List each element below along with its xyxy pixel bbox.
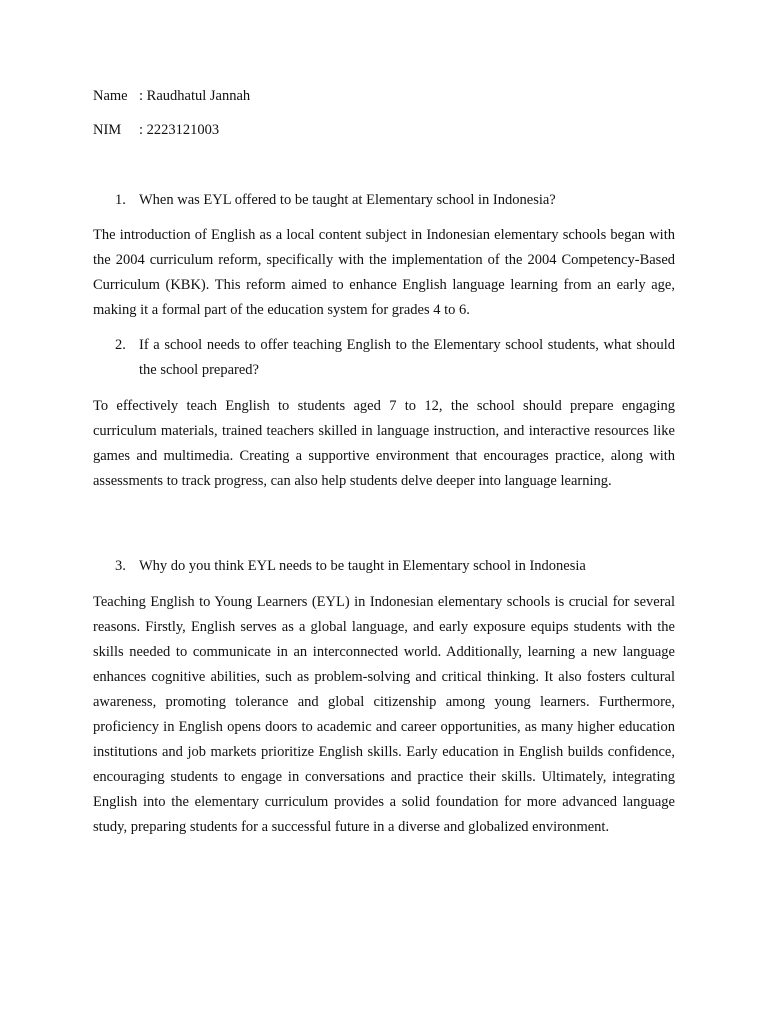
question-1-text: When was EYL offered to be taught at Elementary school in Indonesia?: [139, 192, 556, 208]
question-2: [115, 333, 675, 383]
question-1-number: 1.: [115, 192, 126, 208]
student-nim-row: [93, 120, 219, 140]
question-2-text: If a school needs to offer teaching English to the Elementary school students, what should the school prepared?: [139, 337, 675, 378]
answer-3: Teaching English to Young Learners (EYL) in Indonesian elementary schools is crucial for several reasons. Firstly, English serves as a global language, and early exposure equips students with the skills needed to communicate in an interconnected world. Additionally, learning a new language enhances cognitive abilities, such as problem-solving and critical thinking. It also fosters cultural awareness, promoting tolerance and global citizenship among young learners. Furthermore, proficiency in English opens doors to academic and career opportunities, as many higher education institutions and job markets prioritize English skills. Early education in English builds confidence, encouraging students to engage in conversations and practice their skills. Ultimately, integrating English into the elementary curriculum provides a solid foundation for more advanced language study, preparing students for a successful future in a diverse and globalized environment.: [93, 594, 675, 835]
question-1: [115, 188, 675, 213]
nim-value: : 2223121003: [139, 122, 220, 138]
question-3-number: 3.: [115, 558, 126, 574]
name-value: : Raudhatul Jannah: [139, 88, 251, 104]
question-2-number: 2.: [115, 337, 126, 353]
nim-label: NIM: [93, 122, 122, 138]
question-3: [115, 554, 675, 579]
name-label: Name: [93, 88, 128, 104]
student-name-row: [93, 86, 250, 106]
question-3-text: Why do you think EYL needs to be taught in Elementary school in Indonesia: [139, 558, 586, 574]
answer-2: To effectively teach English to students aged 7 to 12, the school should prepare engaging curriculum materials, trained teachers skilled in language instruction, and interactive resources like games and multimedia. Creating a supportive environment that encourages practice, along with assessments to track progress, can also help students delve deeper into language learning.: [93, 398, 675, 489]
answer-1: The introduction of English as a local content subject in Indonesian elementary schools began with the 2004 curriculum reform, specifically with the implementation of the 2004 Competency-Based Curriculum (KBK). This reform aimed to enhance English language learning from an early age, making it a formal part of the education system for grades 4 to 6.: [93, 227, 675, 318]
